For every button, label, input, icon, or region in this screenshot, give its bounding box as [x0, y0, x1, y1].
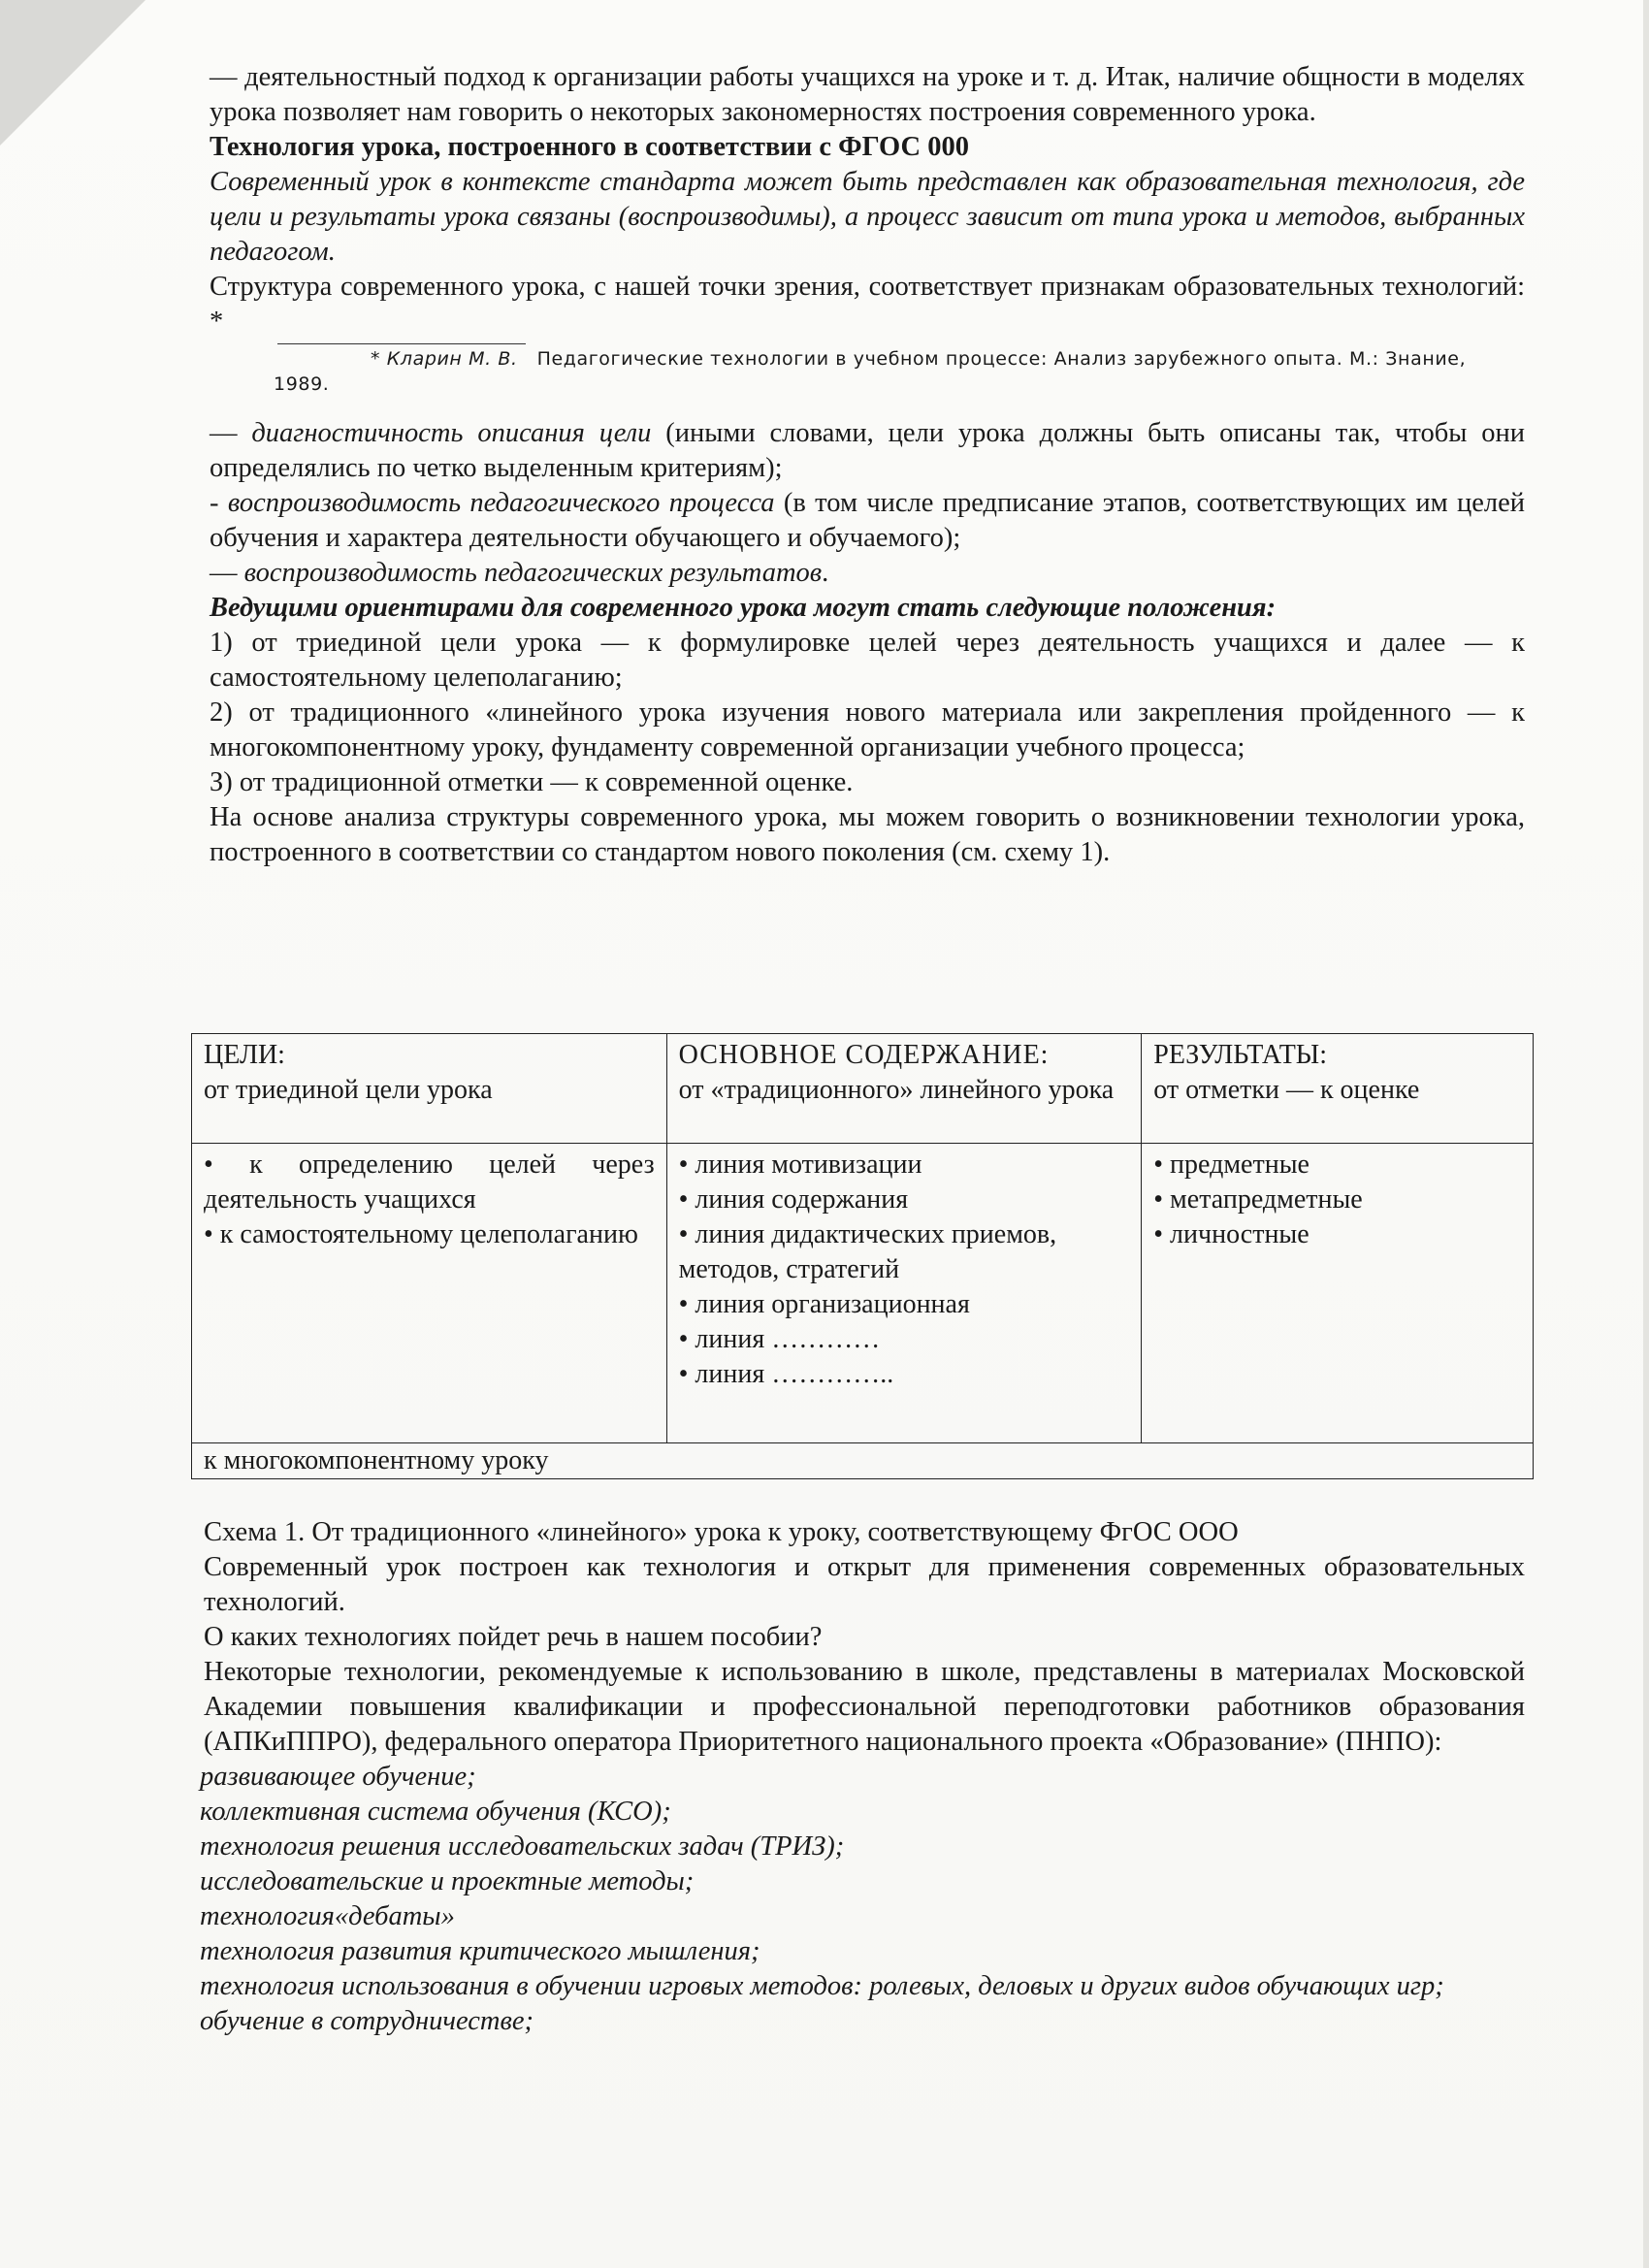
results-header: РЕЗУЛЬТАТЫ: от отметки — к оценке	[1142, 1034, 1534, 1144]
tech-list-item: технология использования в обучении игровых методов: ролевых, деловых и других видов обучающих игр;	[200, 1971, 1444, 2001]
tech-list-item: технология решения исследовательских задач (ТРИЗ);	[200, 1831, 845, 1862]
list-item: • предметные	[1153, 1150, 1310, 1180]
scheme-footer: к многокомпонентному уроку	[192, 1443, 1534, 1479]
tech-list-item: технология развития критического мышления;	[200, 1936, 760, 1966]
footnote	[210, 346, 1525, 397]
list-item: • к самостоятельному целеполаганию	[204, 1219, 638, 1249]
upper-text	[210, 60, 1525, 870]
intro-paragraph: — деятельностный подход к организации работы учащихся на уроке и т. д. Итак, наличие общности в моделях урока позволяет нам говорить о некоторых закономерностях построения современного урока.	[210, 62, 1525, 127]
italic-paragraph: Современный урок в контексте стандарта может быть представлен как образовательная технология, где цели и результаты урока связаны (воспроизводимы), а процесс зависит от типа урока и методов, выбранных педагогом.	[210, 167, 1525, 267]
folded-corner	[0, 0, 146, 146]
guidelines-heading: Ведущими ориентирами для современного урока могут стать следующие положения:	[210, 593, 1277, 623]
list-item: • личностные	[1153, 1219, 1310, 1249]
tech-list-item: обучение в сотрудничестве;	[200, 2006, 534, 2036]
content-cell	[666, 1144, 1142, 1443]
section-heading: Технология урока, построенного в соответствии с ФГОС 000	[210, 132, 969, 162]
scheme-caption: Схема 1. От традиционного «линейного» урока к уроку, соответствующему ФгОС ООО	[204, 1517, 1239, 1547]
paragraph: Современный урок построен как технология и открыт для применения современных образовательных технологий.	[204, 1552, 1525, 1617]
guideline-item: З) от традиционной отметки — к современной оценке.	[210, 767, 854, 797]
feature-item: - воспроизводимость педагогического процесса (в том числе предписание этапов, соответствующих им целей обучения и характера деятельности обучающего и обучаемого);	[210, 488, 1525, 553]
paragraph: О каких технологиях пойдет речь в нашем пособии?	[204, 1622, 823, 1652]
scheme-header-row	[192, 1034, 1534, 1144]
list-item: • метапредметные	[1153, 1184, 1363, 1215]
goals-header: ЦЕЛИ: от триединой цели урока	[192, 1034, 667, 1144]
list-item: • линия мотивизации	[678, 1150, 922, 1180]
footnote-text: Педагогические технологии в учебном процессе: Анализ зарубежного опыта. М.: Знание, 1989.	[274, 348, 1467, 395]
list-item: • линия …………..	[678, 1359, 894, 1389]
guideline-item: 2) от традиционного «линейного урока изучения нового материала или закрепления пройденного — к многокомпонентному уроку, фундаменту современной организации учебного процесса;	[210, 697, 1525, 762]
lower-text	[200, 1515, 1525, 2039]
feature-item: — воспроизводимость педагогических результатов.	[210, 558, 829, 588]
content-header: ОСНОВНОЕ СОДЕРЖАНИЕ: от «традиционного» линейного урока	[666, 1034, 1142, 1144]
list-item: • к определению целей через деятельность учащихся	[204, 1150, 655, 1215]
list-item: • линия организационная	[678, 1289, 970, 1319]
page-edge	[1643, 0, 1649, 2268]
footnote-author: * Кларин М. В.	[371, 348, 518, 370]
conclusion-paragraph: На основе анализа структуры современного урока, мы можем говорить о возникновении технологии урока, построенного в соответствии со стандартом нового поколения (см. схему 1).	[210, 802, 1525, 867]
tech-list-item: развивающее обучение;	[200, 1762, 476, 1792]
feature-item: — диагностичность описания цели (иными словами, цели урока должны быть описаны так, чтобы они определялись по четко выделенным критериям);	[210, 418, 1526, 483]
goals-cell	[192, 1144, 667, 1443]
structure-paragraph: Структура современного урока, с нашей точки зрения, соответствует признакам образовательных технологий: *	[210, 272, 1525, 337]
scheme-footer-row	[192, 1443, 1534, 1479]
footnote-rule	[277, 343, 526, 344]
tech-list-item: технология«дебаты»	[200, 1901, 455, 1931]
list-item: • линия содержания	[678, 1184, 909, 1215]
list-item: • линия …………	[678, 1324, 881, 1354]
guideline-item: 1) от триединой цели урока — к формулировке целей через деятельность учащихся и далее — к самостоятельному целеполаганию;	[210, 628, 1525, 693]
paragraph: Некоторые технологии, рекомендуемые к использованию в школе, представлены в материалах Московской Академии повышения квалификации и профессиональной переподготовки работников образования (АПКиППРО), федерального оператора Приоритетного национального проекта «Образование» (ПНПО):	[204, 1657, 1525, 1757]
list-item: • линия дидактических приемов, методов, стратегий	[678, 1219, 1057, 1284]
scheme-body-row	[192, 1144, 1534, 1443]
scheme-table	[191, 1033, 1534, 1479]
results-cell	[1142, 1144, 1534, 1443]
tech-list-item: коллективная система обучения (КСО);	[200, 1797, 671, 1827]
tech-list-item: исследовательские и проектные методы;	[200, 1866, 695, 1896]
